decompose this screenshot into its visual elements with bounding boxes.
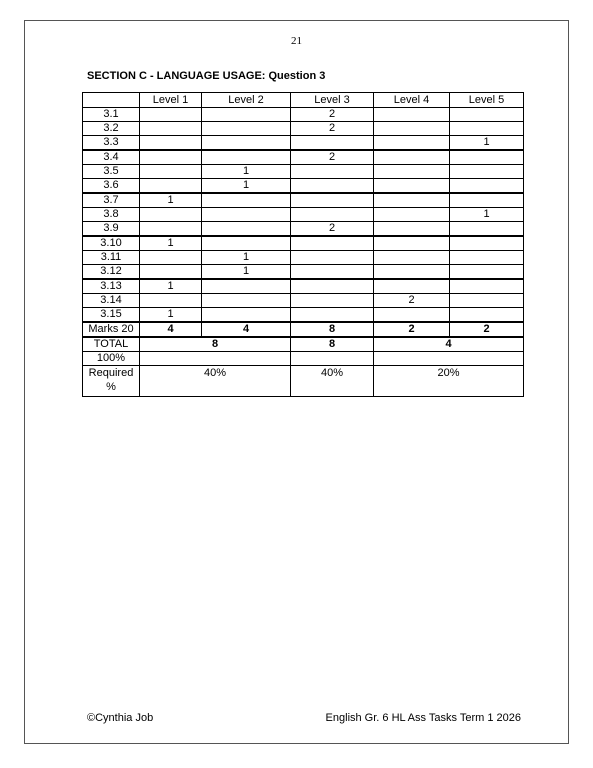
table-cell: [450, 193, 524, 208]
table-cell: 1: [202, 179, 291, 194]
marks-cell: 8: [291, 322, 374, 337]
row-label: 3.5: [83, 165, 140, 179]
footer-copyright: ©Cynthia Job: [87, 712, 154, 724]
table-row: [83, 136, 524, 151]
percent-cell: [374, 352, 524, 366]
row-label: 3.12: [83, 265, 140, 280]
row-label: 3.11: [83, 251, 140, 265]
table-cell: [374, 150, 450, 165]
required-row: [83, 366, 524, 397]
page-number: 21: [291, 35, 302, 47]
table-cell: [450, 108, 524, 122]
table-header-row: [83, 93, 524, 108]
table-cell: [291, 251, 374, 265]
table-cell: [374, 222, 450, 237]
table-cell: [291, 136, 374, 151]
table-cell: [374, 136, 450, 151]
table-cell: [140, 222, 202, 237]
table-cell: [450, 265, 524, 280]
table-cell: [202, 108, 291, 122]
row-label: 3.3: [83, 136, 140, 151]
table-cell: [291, 308, 374, 323]
table-cell: 2: [291, 122, 374, 136]
percent-cell: [140, 352, 291, 366]
table-cell: [202, 208, 291, 222]
table-cell: [202, 193, 291, 208]
row-label: 3.6: [83, 179, 140, 194]
total-cell: 8: [140, 337, 291, 352]
table-cell: [291, 279, 374, 294]
table-cell: [140, 150, 202, 165]
header-cell: Level 5: [450, 93, 524, 108]
table-cell: 1: [202, 165, 291, 179]
row-label: 100%: [83, 352, 140, 366]
row-label: TOTAL: [83, 337, 140, 352]
percent-row: [83, 352, 524, 366]
table-cell: [202, 122, 291, 136]
table-cell: [374, 165, 450, 179]
table-cell: [202, 279, 291, 294]
table-cell: 1: [140, 236, 202, 251]
table-cell: [291, 294, 374, 308]
table-row: [83, 222, 524, 237]
table-cell: [202, 236, 291, 251]
table-cell: [374, 236, 450, 251]
footer-document-title: English Gr. 6 HL Ass Tasks Term 1 2026: [325, 712, 521, 724]
marks-cell: 4: [202, 322, 291, 337]
row-label: 3.10: [83, 236, 140, 251]
required-cell: 20%: [374, 366, 524, 397]
marks-cell: 2: [450, 322, 524, 337]
table-cell: [374, 308, 450, 323]
table-cell: [450, 279, 524, 294]
table-cell: 1: [450, 136, 524, 151]
table-cell: [450, 165, 524, 179]
table-row: [83, 308, 524, 323]
table-cell: [140, 294, 202, 308]
table-cell: [140, 136, 202, 151]
table-row: [83, 193, 524, 208]
table-cell: 1: [450, 208, 524, 222]
table-cell: [202, 136, 291, 151]
table-row: [83, 165, 524, 179]
table-cell: [450, 150, 524, 165]
table-cell: 1: [140, 308, 202, 323]
table-cell: [291, 179, 374, 194]
header-cell: Level 4: [374, 93, 450, 108]
table-row: [83, 279, 524, 294]
table-cell: [291, 265, 374, 280]
table-cell: 2: [374, 294, 450, 308]
table-cell: 2: [291, 150, 374, 165]
row-label: 3.8: [83, 208, 140, 222]
row-label: Required %: [83, 366, 140, 397]
section-title: SECTION C - LANGUAGE USAGE: Question 3: [87, 70, 326, 82]
row-label: 3.15: [83, 308, 140, 323]
table-cell: [374, 265, 450, 280]
table-cell: [291, 208, 374, 222]
table-cell: 1: [202, 251, 291, 265]
row-label: 3.14: [83, 294, 140, 308]
marks-table: [82, 92, 524, 397]
table-cell: [291, 165, 374, 179]
table-cell: [140, 122, 202, 136]
table-cell: [374, 279, 450, 294]
table-cell: [450, 236, 524, 251]
table-cell: [202, 294, 291, 308]
table-row: [83, 179, 524, 194]
table-cell: [374, 193, 450, 208]
table-cell: [450, 222, 524, 237]
row-label: 3.13: [83, 279, 140, 294]
row-label: 3.9: [83, 222, 140, 237]
table-cell: [140, 179, 202, 194]
row-label: Marks 20: [83, 322, 140, 337]
table-cell: 1: [202, 265, 291, 280]
table-cell: [140, 265, 202, 280]
table-row: [83, 236, 524, 251]
table-cell: [202, 222, 291, 237]
total-cell: 4: [374, 337, 524, 352]
table-cell: [450, 294, 524, 308]
table-cell: [374, 179, 450, 194]
table-cell: [374, 251, 450, 265]
row-label: 3.1: [83, 108, 140, 122]
table-cell: [450, 179, 524, 194]
table-cell: [140, 108, 202, 122]
table-cell: [374, 108, 450, 122]
table-cell: [291, 236, 374, 251]
table-row: [83, 265, 524, 280]
table-cell: 2: [291, 222, 374, 237]
marks-cell: 2: [374, 322, 450, 337]
marks-row: [83, 322, 524, 337]
table-cell: [140, 251, 202, 265]
table-cell: [202, 308, 291, 323]
table-row: [83, 122, 524, 136]
table-row: [83, 150, 524, 165]
table-cell: [450, 308, 524, 323]
required-cell: 40%: [140, 366, 291, 397]
row-label: 3.2: [83, 122, 140, 136]
table-row: [83, 251, 524, 265]
percent-cell: [291, 352, 374, 366]
table-cell: [374, 122, 450, 136]
header-cell: Level 2: [202, 93, 291, 108]
table-cell: [291, 193, 374, 208]
table-cell: [140, 208, 202, 222]
header-cell: Level 3: [291, 93, 374, 108]
table-row: [83, 108, 524, 122]
table-row: [83, 208, 524, 222]
table-row: [83, 294, 524, 308]
row-label: 3.7: [83, 193, 140, 208]
table-cell: 1: [140, 193, 202, 208]
table-cell: [450, 122, 524, 136]
table-cell: [140, 165, 202, 179]
table-cell: [202, 150, 291, 165]
total-row: [83, 337, 524, 352]
table-cell: 2: [291, 108, 374, 122]
total-cell: 8: [291, 337, 374, 352]
row-label: 3.4: [83, 150, 140, 165]
header-cell: [83, 93, 140, 108]
marks-cell: 4: [140, 322, 202, 337]
table-cell: [374, 208, 450, 222]
table-cell: [450, 251, 524, 265]
header-cell: Level 1: [140, 93, 202, 108]
table-cell: 1: [140, 279, 202, 294]
required-cell: 40%: [291, 366, 374, 397]
